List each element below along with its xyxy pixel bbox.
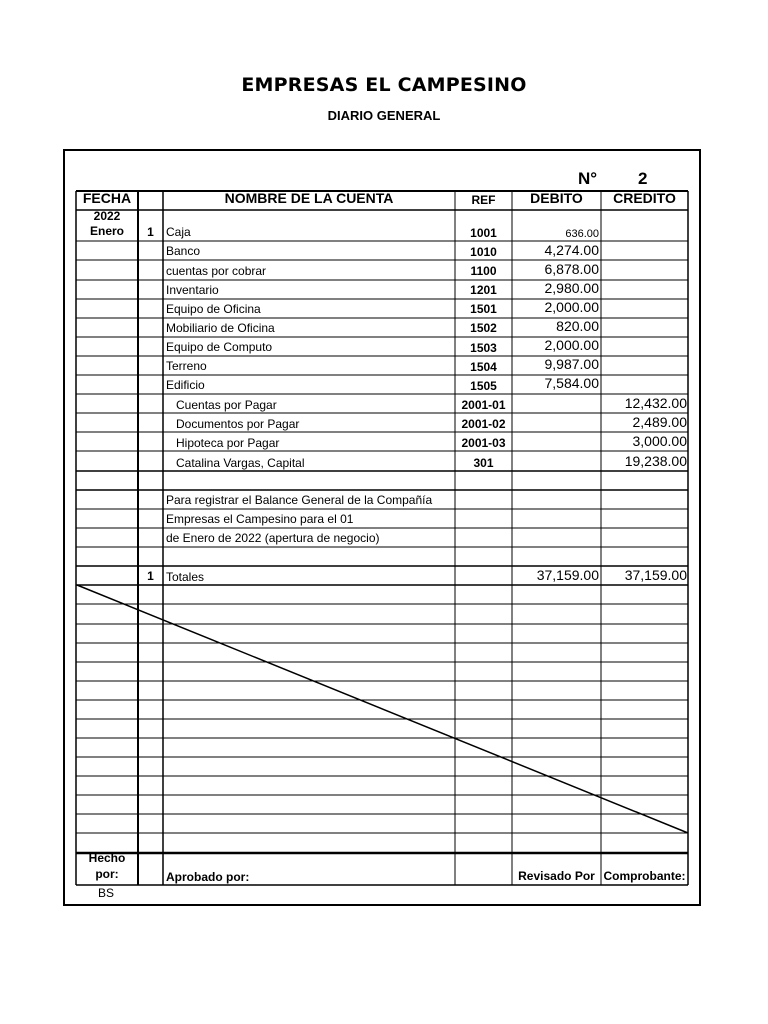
account-ref: 2001-01 [461, 398, 506, 412]
account-name: Mobiliario de Oficina [166, 321, 275, 335]
account-ref: 1502 [470, 321, 497, 335]
account-name: Caja [166, 225, 191, 239]
header-ref: REF [471, 193, 496, 207]
account-ref: 2001-03 [461, 436, 506, 450]
credit-amount: 12,432.00 [624, 395, 687, 411]
description-line: de Enero de 2022 (apertura de negocio) [166, 531, 380, 545]
debit-amount: 2,000.00 [544, 299, 599, 315]
voucher-number-label: N° [578, 169, 598, 188]
account-ref: 1100 [470, 264, 497, 278]
account-name: Equipo de Computo [166, 340, 273, 354]
author-initials: BS [98, 886, 115, 900]
description-line: Empresas el Campesino para el 01 [166, 512, 354, 526]
journal-title: DIARIO GENERAL [327, 108, 441, 123]
debit-amount: 820.00 [556, 318, 599, 334]
account-name: Cuentas por Pagar [176, 398, 277, 412]
debit-amount: 4,274.00 [544, 242, 599, 258]
totals-day: 1 [147, 569, 154, 583]
voucher-number: 2 [638, 169, 648, 188]
credit-amount: 3,000.00 [632, 433, 687, 449]
account-ref: 1501 [470, 302, 497, 316]
debit-amount: 6,878.00 [544, 261, 599, 277]
date-day: 1 [147, 225, 154, 239]
account-ref: 1010 [470, 245, 497, 259]
cancel-diagonal-line [77, 585, 688, 833]
debit-amount: 7,584.00 [544, 375, 599, 391]
account-ref: 1504 [470, 360, 497, 374]
credit-amount: 19,238.00 [624, 453, 687, 469]
account-name: Hipoteca por Pagar [176, 436, 280, 450]
header-fecha: FECHA [82, 190, 132, 206]
account-ref: 1505 [470, 379, 497, 393]
footer-hecho-label: Hecho [88, 851, 126, 865]
company-name: EMPRESAS EL CAMPESINO [241, 74, 527, 96]
footer-hecho-label-2: por: [95, 867, 119, 881]
account-ref: 1201 [470, 283, 497, 297]
date-year: 2022 [93, 209, 121, 223]
footer-revisado-label: Revisado Por [518, 869, 595, 883]
account-name: cuentas por cobrar [166, 264, 267, 278]
date-month: Enero [89, 224, 124, 238]
header-nombre: NOMBRE DE LA CUENTA [224, 190, 394, 206]
footer-aprobado-label: Aprobado por: [166, 870, 250, 884]
footer-comprobante-label: Comprobante: [603, 869, 686, 883]
account-ref: 1001 [470, 226, 497, 240]
debit-amount: 2,000.00 [544, 337, 599, 353]
account-name: Edificio [166, 378, 205, 392]
account-name: Equipo de Oficina [166, 302, 261, 316]
totals-credit: 37,159.00 [624, 567, 687, 583]
account-name: Documentos por Pagar [176, 417, 300, 431]
account-ref: 2001-02 [461, 417, 506, 431]
debit-amount: 636.00 [565, 228, 599, 240]
account-name: Catalina Vargas, Capital [176, 456, 305, 470]
totals-label: Totales [166, 570, 205, 584]
totals-debit: 37,159.00 [536, 567, 599, 583]
account-ref: 1503 [470, 341, 497, 355]
account-ref: 301 [473, 456, 494, 470]
header-debito: DEBITO [530, 190, 583, 206]
credit-amount: 2,489.00 [632, 414, 687, 430]
account-name: Terreno [166, 359, 207, 373]
debit-amount: 2,980.00 [544, 280, 599, 296]
description-line: Para registrar el Balance General de la Compañía [166, 493, 433, 507]
debit-amount: 9,987.00 [544, 356, 599, 372]
account-name: Banco [166, 244, 201, 258]
header-credito: CREDITO [613, 190, 676, 206]
account-name: Inventario [166, 283, 219, 297]
